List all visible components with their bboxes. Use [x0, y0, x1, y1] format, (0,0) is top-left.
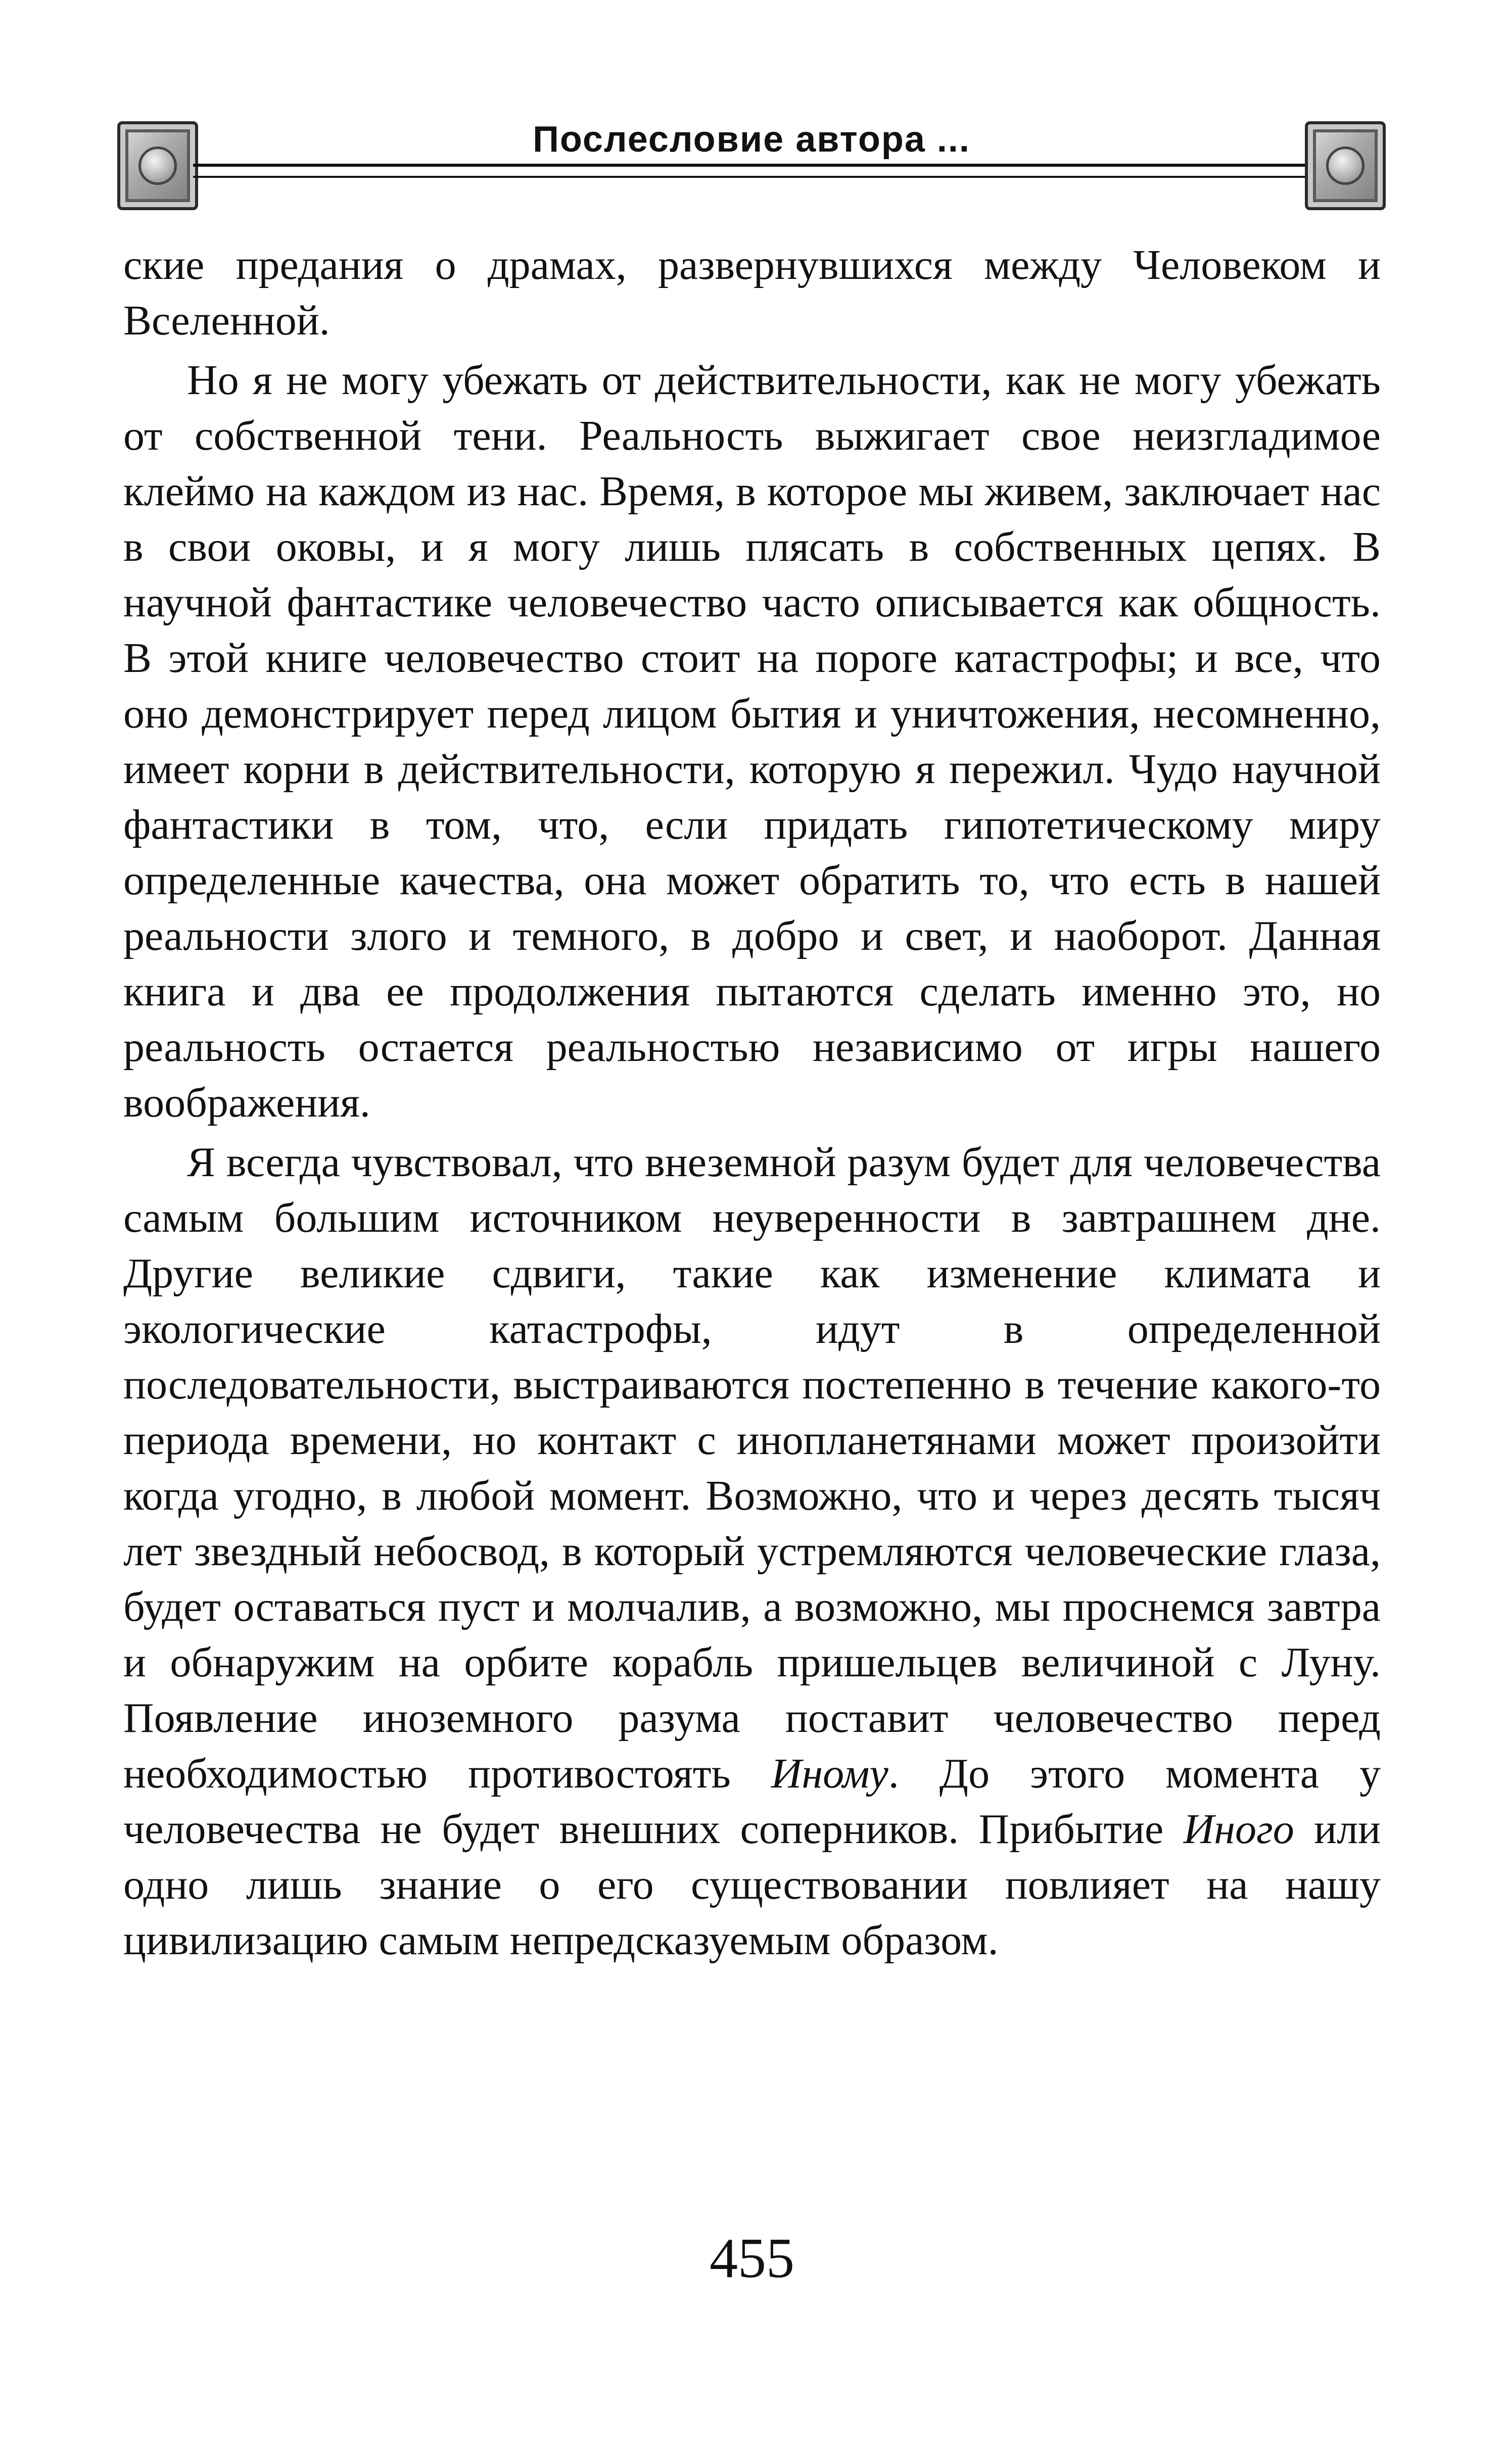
italic-term: Иному	[771, 1750, 888, 1797]
paragraph-text: Я всегда чувствовал, что внеземной разум будет для человечества самым большим источником неуверенности в завтрашнем дне. Другие великие сдвиги, такие как изменение климата и экологические катастрофы, идут в определенной последовательности, выстраиваются постепенно в течение какого-то периода времени, но контакт с инопланетянами может произойти когда угодно, в любой момент. Возможно, что и через десять тысяч лет звездный небосвод, в который устремляются человеческие глаза, будет оставаться пуст и молчалив, а возможно, мы проснемся завтра и обнаружим на орбите корабль пришельцев величиной с Луну. Появление иноземного разума поставит человечество перед необходимостью противостоять	[123, 1139, 1381, 1797]
paragraph: Но я не могу убежать от действительности, как не могу убежать от собственной тени. Реальность выжигает свое неизгладимое клеймо на каждом из нас. Время, в которое мы живем, заключает нас в свои оковы, и я могу лишь плясать в собственных цепях. В научной фантастике человечество часто описывается как общность. В этой книге человечество стоит на пороге катастрофы; и все, что оно демонстрирует перед лицом бытия и уничтожения, несомненно, имеет корни в действительности, которую я пережил. Чудо научной фантастики в том, что, если придать гипотетическому миру определенные качества, она может обратить то, что есть в нашей реальности злого и темного, в добро и свет, и наоборот. Данная книга и два ее продолжения пытаются сделать именно это, но реальность остается реальностью независимо от игры нашего воображения.	[123, 357, 1381, 1126]
paragraph-continued: ские предания о драмах, развернувшихся между Человеком и Вселенной.	[123, 241, 1381, 344]
header-rule-thin	[193, 176, 1310, 178]
running-header	[117, 115, 1386, 216]
ornament-right-icon	[1305, 121, 1386, 210]
italic-term: Иного	[1183, 1806, 1294, 1853]
header-title: Послесловие автора ...	[512, 119, 991, 160]
header-title-wrapper	[117, 119, 1386, 160]
paragraph	[123, 1135, 1381, 1968]
body-text	[123, 237, 1381, 1968]
page-number: 455	[710, 2227, 794, 2290]
paragraph-text: . До этого момента у человечества не будет внешних соперников. Прибытие	[123, 1750, 1381, 1853]
medallion-icon	[1326, 147, 1365, 185]
paragraph-text: или одно лишь знание о его существовании повлияет на нашу цивилизацию самым непредсказуемым образом.	[123, 1806, 1381, 1964]
header-rule	[193, 164, 1310, 167]
